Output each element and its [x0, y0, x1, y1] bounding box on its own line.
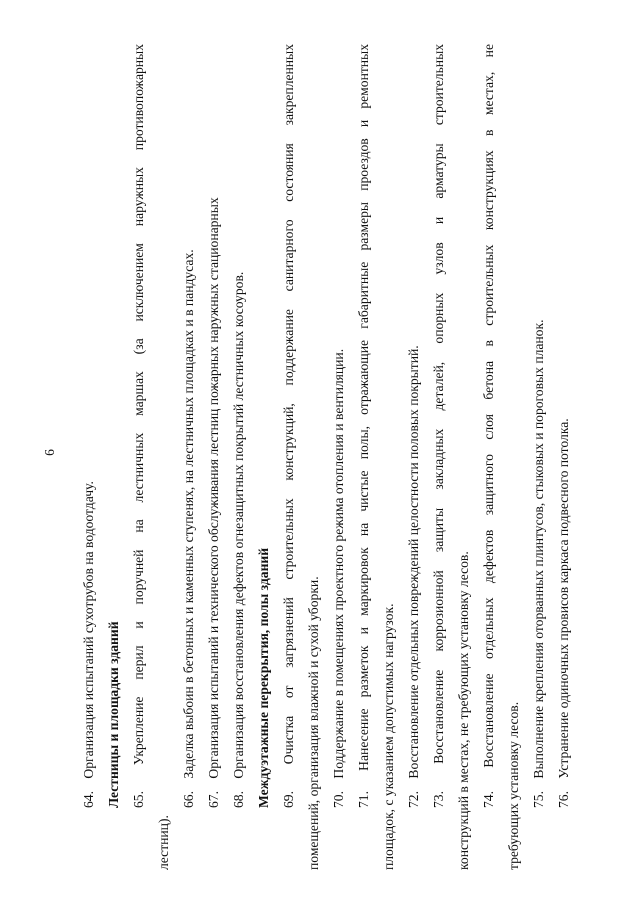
- list-item: [476, 44, 526, 870]
- list-item: [526, 44, 551, 870]
- item-line: [501, 44, 526, 870]
- item-text: Организация восстановления дефектов огнезащитных покрытий лестничных косоуров.: [231, 271, 246, 779]
- list-item: [176, 44, 201, 870]
- item-line: [451, 44, 476, 870]
- item-text: требующих установку лесов.: [506, 701, 521, 870]
- item-line: [401, 44, 426, 870]
- item-text: Заделка выбоин в бетонных и каменных ступенях, на лестничных площадках и в пандусах.: [181, 249, 196, 779]
- item-number: 74.: [481, 791, 496, 808]
- item-text: лестниц).: [156, 815, 171, 870]
- item-line: [376, 44, 401, 870]
- list-item: [401, 44, 426, 870]
- list-item: [276, 44, 326, 870]
- item-text: Организация испытаний сухотрубов на водоотдачу.: [81, 481, 96, 779]
- item-number: 76.: [556, 791, 571, 808]
- item-line: [226, 44, 251, 870]
- item-text: Нанесение разметок и маркировок на чистые полы, отражающие габаритные размеры проездов и ремонтных: [356, 44, 371, 771]
- list-item: [326, 44, 351, 870]
- section-heading: Междуэтажные перекрытия, полы зданий: [256, 547, 271, 808]
- item-line: [126, 44, 151, 870]
- item-number: 69.: [281, 791, 296, 808]
- item-number: 68.: [231, 791, 246, 808]
- item-text: Восстановление отдельных повреждений целостности половых покрытий.: [406, 345, 421, 779]
- item-number: 70.: [331, 791, 346, 808]
- item-line: [476, 44, 501, 870]
- item-text: Поддержание в помещениях проектного режима отопления и вентиляции.: [331, 348, 346, 779]
- item-number: 67.: [206, 791, 221, 808]
- item-text: Очистка от загрязнений строительных конструкций, поддержание санитарного состояния закрепленных: [281, 44, 296, 765]
- item-number: 66.: [181, 791, 196, 808]
- item-text: Восстановление отдельных дефектов защитного слоя бетона в строительных конструкциях в местах, не: [481, 44, 496, 768]
- list-item: [351, 44, 401, 870]
- item-line: [526, 44, 551, 870]
- list-item: [226, 44, 251, 870]
- item-line: [301, 44, 326, 870]
- item-line: [326, 44, 351, 870]
- item-line: [151, 44, 176, 870]
- list-item: [76, 44, 101, 870]
- item-line: [551, 44, 576, 870]
- item-text: Восстановление коррозионной защиты закладных деталей, опорных узлов и арматуры строительных: [431, 44, 446, 764]
- section-heading: Лестницы и площадки зданий: [106, 621, 121, 808]
- item-number: 64.: [81, 791, 96, 808]
- list-item: [201, 44, 226, 870]
- item-line: [76, 44, 101, 870]
- item-text: Устранение одиночных провисов каркаса подвесного потолка.: [556, 418, 571, 779]
- item-line: [426, 44, 451, 870]
- item-text: помещений, организация влажной и сухой уборки.: [306, 576, 321, 870]
- item-line: [201, 44, 226, 870]
- item-number: 72.: [406, 791, 421, 808]
- item-number: 65.: [131, 791, 146, 808]
- item-number: 73.: [431, 791, 446, 808]
- item-number: 75.: [531, 791, 546, 808]
- item-text: Выполнение крепления оторванных плинтусов, стыковых и пороговых планок.: [531, 319, 546, 779]
- item-text: конструкций в местах, не требующих установку лесов.: [456, 551, 471, 870]
- list-item: [426, 44, 476, 870]
- item-text: Укрепление перил и поручней на лестничных маршах (за исключением наружных противопожарных: [131, 44, 146, 766]
- item-line: [351, 44, 376, 870]
- item-line: [176, 44, 201, 870]
- item-line: [276, 44, 301, 870]
- document-body: [76, 44, 576, 870]
- item-text: Организация испытаний и технического обслуживания лестниц пожарных наружных стационарных: [206, 197, 221, 779]
- item-number: 71.: [356, 791, 371, 808]
- list-item: [126, 44, 176, 870]
- item-text: площадок, с указанием допустимых нагрузок.: [381, 603, 396, 870]
- page-number: 6: [42, 449, 57, 456]
- list-item: [551, 44, 576, 870]
